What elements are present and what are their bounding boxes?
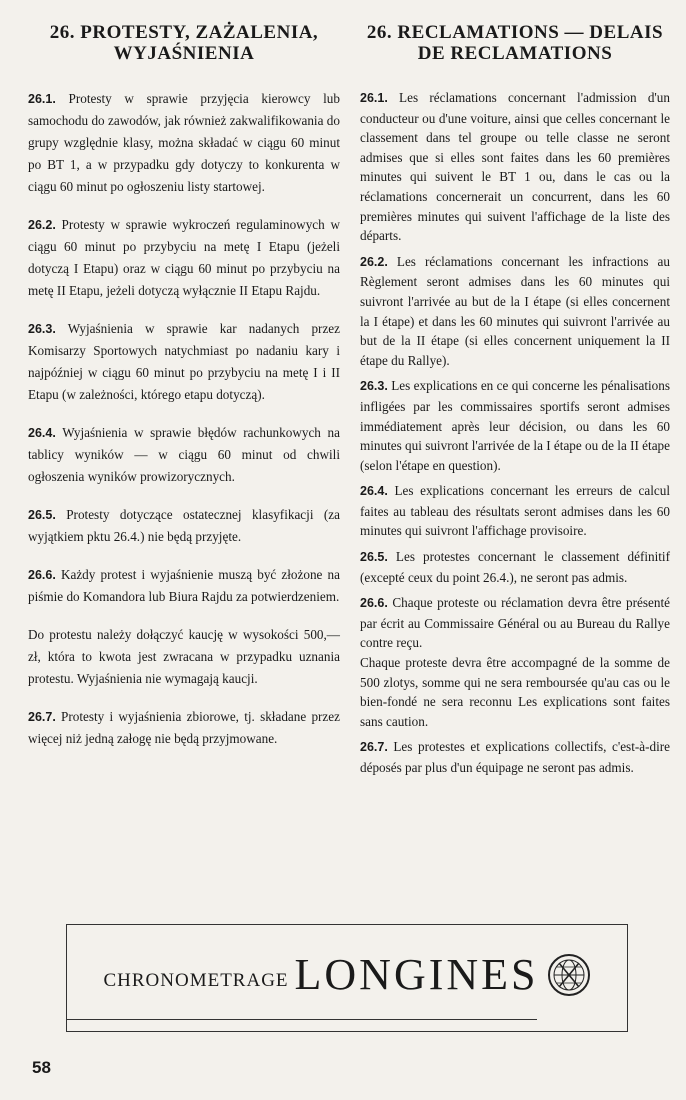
paragraph-number: 26.6.: [28, 568, 56, 582]
paragraph-number: 26.5.: [28, 508, 56, 522]
paragraph-number: 26.3.: [28, 322, 56, 336]
paragraph-pl-26-4: [28, 422, 340, 488]
french-column: [360, 22, 670, 784]
paragraph-fr-26-3: [360, 376, 670, 475]
advertisement-small-text: CHRONOMETRAGE: [103, 970, 289, 991]
paragraph-number: 26.4.: [360, 484, 388, 499]
paragraph-text: Każdy protest i wyjaśnienie muszą być złożone na piśmie do Komandora lub Biura Rajdu za potwierdzeniem.: [28, 567, 340, 604]
advertisement-content: [67, 943, 627, 1007]
polish-column: [28, 22, 340, 766]
advertisement-brand: LONGINES: [294, 950, 539, 999]
paragraph-pl-26-2: [28, 214, 340, 302]
paragraph-number: 26.1.: [360, 91, 388, 105]
paragraph-pl-26-7: [28, 706, 340, 750]
paragraph-text: Wyjaśnienia w sprawie błędów rachunkowych na tablicy wyników — w ciągu 60 minut od chwili ogłoszenia wyników prowizorycznych.: [28, 425, 340, 484]
page-number: 58: [32, 1058, 51, 1077]
paragraph-text: Protesty i wyjaśnienia zbiorowe, tj. składane przez więcej niż jedną załogę nie będą przyjmowane.: [28, 709, 340, 746]
paragraph-number: 26.5.: [360, 550, 388, 565]
paragraph-number: 26.4.: [28, 426, 56, 440]
paragraph-text: Les explications en ce qui concerne les pénalisations infligées par les commissaires sportifs seront admises immédiatement après leur décision, ou dans les 60 minutes qui suivront l'arrivée de la I étape ou de la II étape (selon l'étape en question).: [360, 378, 670, 473]
paragraph-number: 26.7.: [28, 710, 56, 724]
paragraph-fr-deposit: [360, 653, 670, 731]
advertisement-underline: [67, 1019, 537, 1020]
paragraph-text: Les réclamations concernant l'admission d'un conducteur ou d'une voiture, ainsi que celles concernant le classement dans tel groupe ou telle classe ne seront admises que si elles sont faites dans les 60 premières minutes qui suivent le BT 1 ou, dans le cas ou la réclamations concernerait un concurrent, dans les 60 premières minutes qui suivent l'affichage de la liste des départs.: [360, 90, 670, 244]
paragraph-text: Do protestu należy dołączyć kaucję w wysokości 500,— zł, która to kwota jest zwracana w przypadku uznania protestu. Wyjaśnienia nie wymagają kaucji.: [28, 627, 340, 686]
paragraph-text: Les réclamations concernant les infractions au Règlement seront admises dans les 60 minutes qui suivront l'arrivée au but de la I étape (si elles concernent la I étape) et dans les 60 minutes qui suivront l'arrivée au but de la II étape (si elles concernent uniquement la II étape du Rallye).: [360, 253, 670, 368]
paragraph-text: Wyjaśnienia w sprawie kar nadanych przez Komisarzy Sportowych natychmiast po nadaniu kary i najpóźniej w ciągu 60 minut po przybyciu na metę I i II Etapu (w zależności, którego etapu dotyczą).: [28, 321, 340, 402]
paragraph-text: Les protestes concernant le classement définitif (excepté ceux du point 26.4.), ne seront pas admis.: [360, 549, 670, 585]
paragraph-pl-26-5: [28, 504, 340, 548]
paragraph-text: Protesty w sprawie wykroczeń regulaminowych w ciągu 60 minut po przybyciu na metę I Etapu (jeżeli dotyczą I Etapu) oraz w ciągu 60 minut po przybyciu na metę II Etapu, jeżeli dotyczą wyłącznie II Etapu Rajdu.: [28, 217, 340, 298]
paragraph-pl-deposit: [28, 624, 340, 690]
paragraph-text: Chaque proteste devra être accompagné de la somme de 500 zlotys, somme qui ne sera remboursée qu'au cas ou le bien-fondé ne sera reconnu Les explications sont faites sans caution.: [360, 655, 670, 729]
paragraph-pl-26-6: [28, 564, 340, 608]
paragraph-fr-26-2: [360, 252, 670, 371]
paragraph-pl-26-3: [28, 318, 340, 406]
paragraph-pl-26-1: [28, 88, 340, 198]
paragraph-fr-26-5: [360, 547, 670, 587]
paragraph-text: Les protestes et explications collectifs, c'est-à-dire déposés par plus d'un équipage ne seront pas admis.: [360, 739, 670, 775]
paragraph-text: Protesty dotyczące ostatecznej klasyfikacji (za wyjątkiem pktu 26.4.) nie będą przyjęte.: [28, 507, 340, 544]
paragraph-number: 26.7.: [360, 740, 388, 755]
paragraph-fr-26-7: [360, 737, 670, 777]
paragraph-fr-26-4: [360, 481, 670, 541]
paragraph-text: Protesty w sprawie przyjęcia kierowcy lub samochodu do zawodów, jak również zakwalifikowania do grupy względnie klasy, można składać w ciągu 60 minut po BT 1, a w przypadku gdy dotyczy to konkurenta w ciągu 60 minut po ogłoszeniu listy startowej.: [28, 91, 340, 194]
paragraph-number: 26.1.: [28, 92, 56, 106]
paragraph-text: Les explications concernant les erreurs de calcul faites au tableau des résultats seront admises dans les 60 minutes qui suivront l'affichage provisoire.: [360, 483, 670, 539]
paragraph-fr-26-6: [360, 593, 670, 653]
paragraph-fr-26-1: [360, 88, 670, 246]
paragraph-number: 26.6.: [360, 596, 388, 611]
paragraph-text: Chaque proteste ou réclamation devra être présenté par écrit au Commissaire Général ou au Bureau du Rallye contre reçu.: [360, 595, 670, 651]
longines-advertisement: [66, 924, 628, 1032]
paragraph-number: 26.2.: [28, 218, 56, 232]
french-heading: 26. RECLAMATIONS — DELAIS DE RECLAMATIONS: [366, 22, 664, 64]
longines-globe-logo-icon: [547, 953, 591, 997]
paragraph-number: 26.3.: [360, 379, 388, 394]
polish-heading: 26. PROTESTY, ZAŻALENIA, WYJAŚNIENIA: [49, 22, 319, 64]
paragraph-number: 26.2.: [360, 254, 388, 269]
